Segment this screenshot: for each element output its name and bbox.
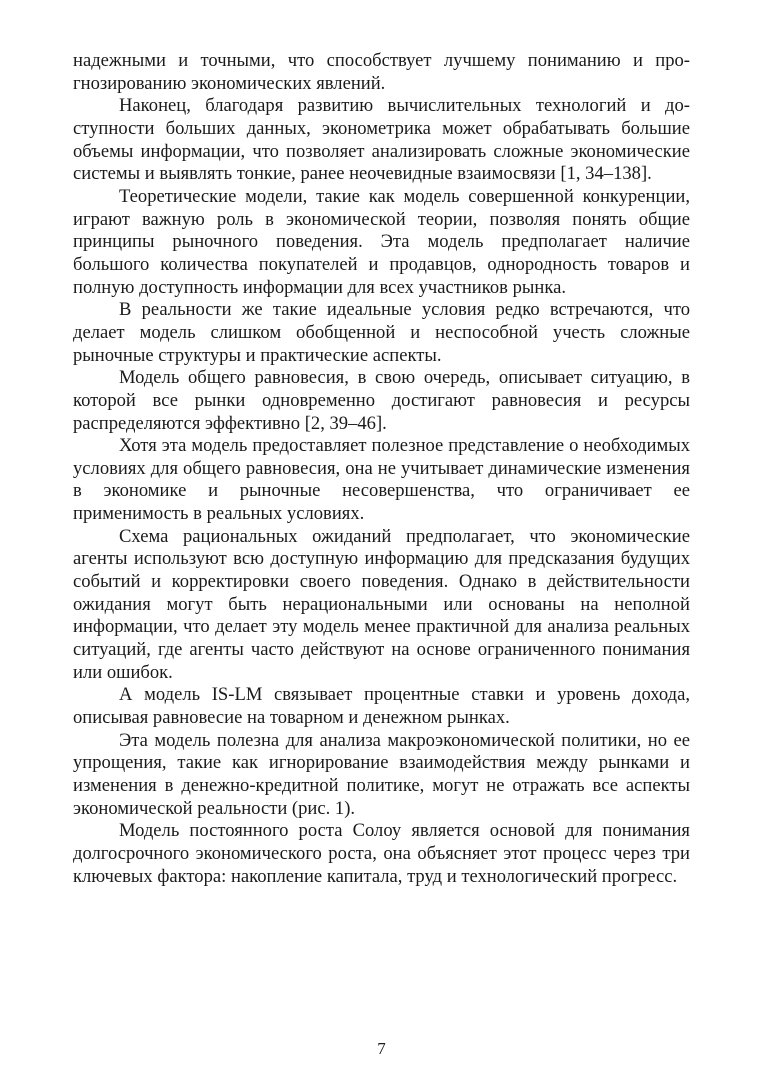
paragraph-6: Хотя эта модель предоставляет полезное представление о необходимых условиях для общего равновесия, она не учитывает динамические изменения в экономике и рыночные несовершенства, что ограничивает ее применимость в реальных условиях. [73, 435, 690, 525]
paragraph-1: надежными и точными, что способствует лучшему пониманию и прогнозированию экономических явлений. [73, 50, 690, 94]
paragraph-5: Модель общего равновесия, в свою очередь, описывает ситуацию, в которой все рынки одновременно достигают равновесия и ресурсы распределяются эффективно [2, 39–46]. [73, 367, 690, 434]
paragraph-3: Теоретические модели, такие как модель совершенной конкуренции, играют важную роль в экономической теории, позволяя понять общие принципы рыночного поведения. Эта модель предполагает наличие большого количества покупателей и продавцов, однородность товаров и полную доступность информации для всех участников рынка. [73, 185, 690, 298]
paragraph-9: Эта модель полезна для анализа макроэкономической политики, но ее упрощения, такие как игнорирование взаимодействия между рынками и изменения в денежно-кредитной политике, могут не отражать все аспекты экономической реальности (рис. 1). [73, 729, 690, 819]
paragraph-8: А модель IS-LM связывает процентные ставки и уровень дохода, описывая равновесие на товарном и денежном рынках. [73, 684, 690, 729]
paragraph-7: Схема рациональных ожиданий предполагает, что экономические агенты используют всю доступную информацию для предсказания будущих событий и корректировки своего поведения. Однако в действительности ожидания могут быть нерациональными или основаны на неполной информации, что делает эту модель менее практичной для анализа реальных ситуаций, где агенты часто действуют на основе ограниченного понимания или ошибок. [73, 525, 690, 683]
paragraph-10: Модель постоянного роста Солоу является основой для понимания долгосрочного экономического роста, она объясняет этот процесс через три ключевых фактора: накопление капитала, труд и технологический прогресс. [73, 820, 690, 887]
page-body [73, 50, 690, 888]
paragraph-2: Наконец, благодаря развитию вычислительных технологий и доступности больших данных, эконометрика может обрабатывать большие объемы информации, что позволяет анализировать сложные экономические системы и выявлять тонкие, ранее неочевидные взаимосвязи [1, 34–138]. [73, 95, 690, 185]
paragraph-4: В реальности же такие идеальные условия редко встречаются, что делает модель слишком обобщенной и неспособной учесть сложные рыночные структуры и практические аспекты. [73, 299, 690, 366]
page-number: 7 [377, 1039, 386, 1058]
